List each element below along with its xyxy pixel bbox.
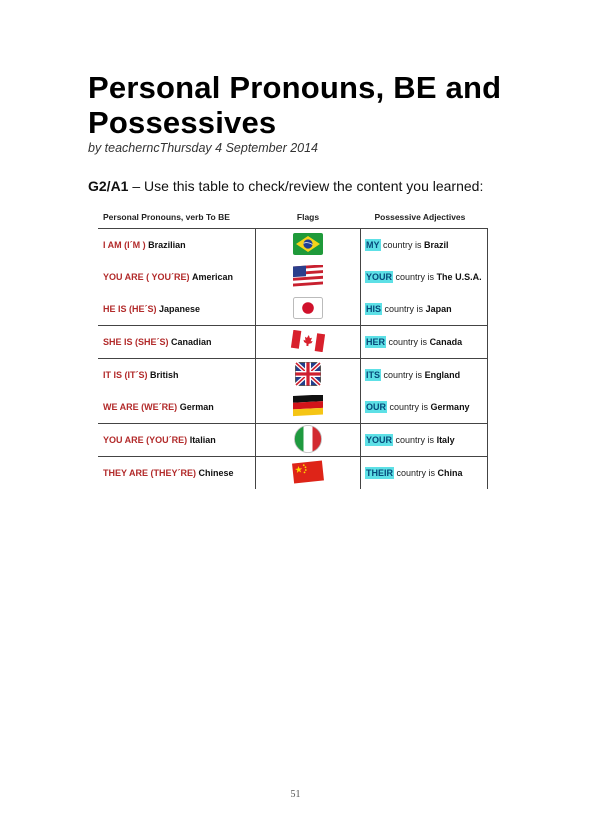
pronoun-cell: [98, 293, 256, 326]
table-row: [98, 261, 488, 293]
usa-flag-icon: [293, 265, 323, 289]
country-phrase: country is: [389, 402, 429, 412]
possessive-adjective: THEIR: [366, 468, 393, 478]
pronoun-cell: [98, 261, 256, 293]
country-name: Japan: [425, 304, 452, 314]
author: by teachernc: [88, 141, 160, 155]
uk-flag-icon: [295, 362, 321, 388]
pronoun-be: THEY ARE (THEY´RE): [103, 468, 197, 478]
brazil-flag-icon: [293, 233, 323, 257]
flag-cell: [256, 326, 361, 359]
table-row: [98, 359, 488, 392]
flag-cell: [256, 359, 361, 392]
country-name: Canada: [429, 337, 463, 347]
pronoun-cell: [98, 359, 256, 392]
pronoun-be: WE ARE (WE´RE): [103, 402, 178, 412]
country-name: Brazil: [424, 240, 449, 250]
flag-cell: [256, 424, 361, 457]
flag-cell: [256, 391, 361, 424]
table-row: [98, 457, 488, 490]
pronoun-cell: [98, 326, 256, 359]
table-row: [98, 229, 488, 262]
pronouns-table: [98, 206, 488, 489]
intro-text: [88, 178, 483, 194]
nationality: Canadian: [171, 337, 212, 347]
post-date: Thursday 4 September 2014: [159, 141, 319, 155]
pronoun-be: SHE IS (SHE´S): [103, 337, 169, 347]
country-phrase: country is: [395, 435, 435, 445]
possessive-adjective: HIS: [366, 304, 382, 314]
flag-cell: [256, 261, 361, 293]
country-phrase: country is: [384, 304, 424, 314]
nationality: German: [179, 402, 214, 412]
possessive-adjective: ITS: [366, 370, 381, 380]
pronoun-cell: [98, 391, 256, 424]
possessive-cell: [361, 359, 488, 392]
possessive-cell: [361, 391, 488, 424]
possessive-cell: [361, 424, 488, 457]
germany-flag-icon: [293, 395, 323, 419]
country-phrase: country is: [395, 272, 435, 282]
intro-instruction: – Use this table to check/review the content you learned:: [128, 178, 484, 194]
country-phrase: country is: [388, 337, 428, 347]
possessive-cell: [361, 261, 488, 293]
possessive-cell: [361, 293, 488, 326]
country-name: China: [437, 468, 463, 478]
china-flag-icon: [291, 459, 325, 487]
flag-cell: [256, 293, 361, 326]
country-name: Germany: [430, 402, 470, 412]
table-header-row: [98, 206, 488, 229]
pronoun-be: HE IS (HE´S): [103, 304, 157, 314]
country-phrase: country is: [396, 468, 436, 478]
pronoun-cell: [98, 229, 256, 262]
possessive-adjective: HER: [366, 337, 386, 347]
intro-code: G2/A1: [88, 178, 129, 194]
country-phrase: country is: [383, 240, 422, 250]
pronoun-be: YOU ARE ( YOU´RE): [103, 272, 190, 282]
canada-flag-icon: [290, 330, 326, 354]
nationality: American: [192, 272, 234, 282]
table-row: [98, 326, 488, 359]
nationality: British: [150, 370, 179, 380]
table-row: [98, 293, 488, 326]
possessive-adjective: OUR: [366, 402, 386, 412]
pronoun-be: IT IS (IT´S): [103, 370, 148, 380]
possessive-cell: [361, 326, 488, 359]
page-number: 51: [290, 789, 301, 800]
country-name: The U.S.A.: [436, 272, 482, 282]
pronoun-be: YOU ARE (YOU´RE): [103, 435, 188, 445]
possessive-adjective: MY: [366, 240, 380, 250]
byline: [88, 141, 318, 155]
possessive-adjective: YOUR: [366, 435, 393, 445]
country-name: Italy: [436, 435, 455, 445]
italy-flag-icon: [293, 424, 323, 456]
pronoun-cell: [98, 424, 256, 457]
nationality: Italian: [189, 435, 216, 445]
page-title: Personal Pronouns, BE and Possessives: [88, 70, 502, 140]
possessive-cell: [361, 229, 488, 262]
nationality: Japanese: [159, 304, 201, 314]
pronoun-cell: [98, 457, 256, 490]
pronoun-be: I AM (I´M ): [103, 240, 146, 250]
nationality: Chinese: [198, 468, 234, 478]
table-row: [98, 424, 488, 457]
country-phrase: country is: [383, 370, 423, 380]
flag-cell: [256, 457, 361, 490]
nationality: Brazilian: [148, 240, 186, 250]
country-name: England: [424, 370, 461, 380]
header-pronouns: Personal Pronouns, verb To BE: [103, 212, 230, 222]
header-flags: Flags: [296, 212, 320, 222]
table-row: [98, 391, 488, 424]
flag-cell: [256, 229, 361, 262]
possessive-adjective: YOUR: [366, 272, 393, 282]
possessive-cell: [361, 457, 488, 490]
japan-flag-icon: [293, 297, 323, 321]
header-possessives: Possessive Adjectives: [374, 212, 466, 222]
